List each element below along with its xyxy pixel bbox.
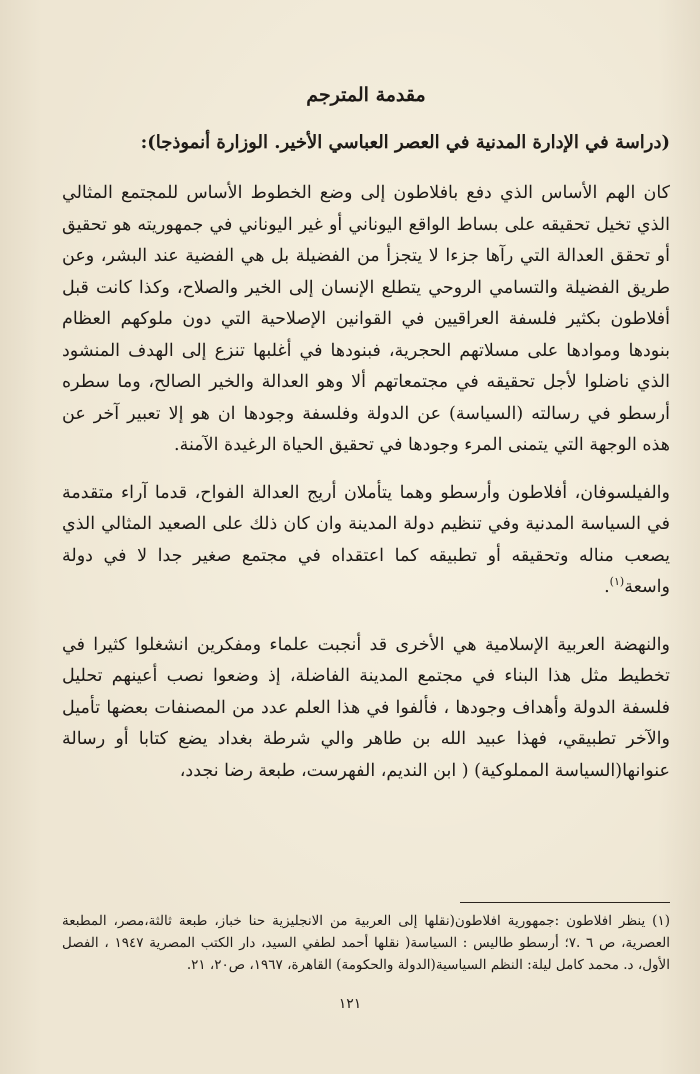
paragraph-2-text: والفيلسوفان، أفلاطون وأرسطو وهما يتأملان أريج العدالة الفواح، قدما آراء متقدمة في السياسة المدنية وفي تنظيم دولة المدينة وان كان ذلك على الصعيد المثالي الذي يصعب مناله وتحقيقه أو تطبيقه كما اعتقداه في مجتمع صغير جدا لا في دولة واسعة	[62, 482, 670, 597]
footnote-divider	[460, 902, 670, 903]
paragraph-2: والفيلسوفان، أفلاطون وأرسطو وهما يتأملان أريج العدالة الفواح، قدما آراء متقدمة في السياسة المدنية وفي تنظيم دولة المدينة وان كان ذلك على الصعيد المثالي الذي يصعب مناله وتحقيقه أو تطبيقه كما اعتقداه في مجتمع صغير جدا لا في دولة واسعة$^{(١)}$.	[62, 482, 670, 597]
paragraph-3: والنهضة العربية الإسلامية هي الأخرى قد أنجبت علماء ومفكرين انشغلوا كثيرا في تخطيط مثل هذا البناء في مجتمع المدينة الفاضلة، إذ وضعوا نصب أعينهم تحليل فلسفة الدولة وأهداف وجودها ، فألفوا في هذا العلم عدد من المصنفات بعضها تأميل والآخر تطبيقي، فهذا عبيد الله بن طاهر والي شرطة بغداد يضع كتابا أو رسالة عنوانها(السياسة المملوكية) ( ابن النديم، الفهرست، طبعة رضا نجدد،	[62, 634, 670, 781]
section-subtitle: (دراسة في الإدارة المدنية في العصر العباسي الأخير. الوزارة أنموذجا):	[140, 132, 670, 153]
page-title: مقدمة المترجم	[306, 84, 426, 106]
paragraph-1: كان الهم الأساس الذي دفع بافلاطون إلى وضع الخطوط الأساس للمجتمع المثالي الذي تخيل تحقيقه على بساط الواقع اليوناني أو غير اليوناني في جمهوريته هو تحقيق أو تحقق العدالة التي رآها جزءا لا يتجزأ من الفضيلة بل هي الفضية عند البشر، وعن طريق الفضيلة والتسامي الروحي يتطلع الإنسان إلى الخير والصلاح، وكذا كانت قبل أفلاطون بكثير فلسفة العراقيين في القوانين الإصلاحية التي دون ملوكهم العظام بنودها وموادها على مسلاتهم الحجرية، فبنودها في أغلبها تنزع إلى الهدف المنشود الذي ناضلوا لأجل تحقيقه في مجتمعاتهم ألا وهو العدالة والخير الصالح، وما سطره أرسطو في رسالته (السياسة) عن الدولة وفلسفة وجودها ان هو إلا تعبير آخر عن هذه الوجهة التي يتمنى المرء وجودها في تحقيق الحياة الرغيدة الآمنة.	[62, 183, 670, 455]
footnote-reference: (١)	[609, 575, 625, 589]
body-text-area	[62, 82, 670, 787]
page-number: ١٢١	[338, 996, 362, 1012]
footnote: (١) ينظر افلاطون :جمهورية افلاطون(نقلها إلى العربية من الانجليزية حنا خباز، طبعة ثالثة،مصر، المطبعة العصرية، ص ٦ .٧؛ أرسطو طاليس : السياسة( نقلها أحمد لطفي السيد، دار الكتب المصرية ١٩٤٧ ، الفصل الأول، د. محمد كامل ليلة: النظم السياسية(الدولة والحكومة) القاهرة، ١٩٦٧، ص٢٠، ٢١.	[62, 913, 670, 973]
